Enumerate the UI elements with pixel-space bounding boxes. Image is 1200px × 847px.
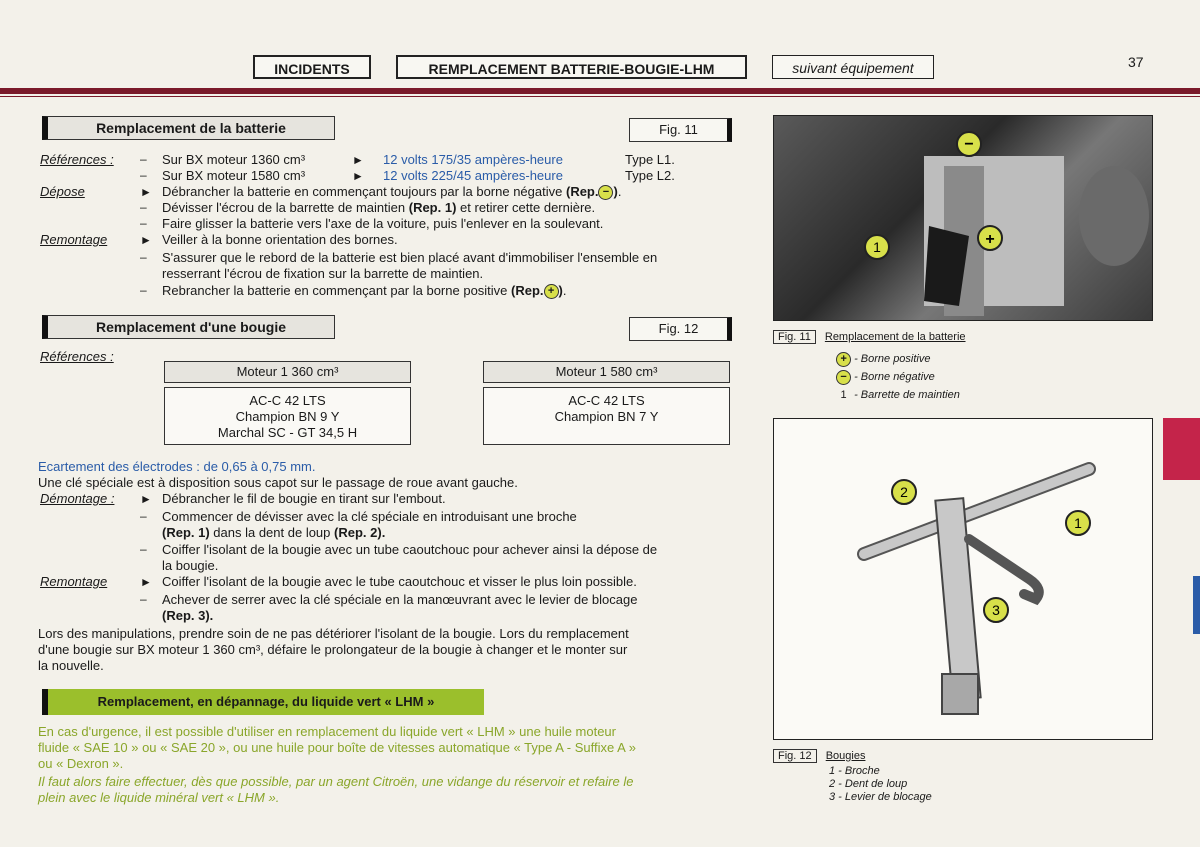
header-incidents: INCIDENTS bbox=[253, 55, 371, 79]
lhm-line-5: plein avec le liquide minéral vert « LHM ». bbox=[38, 790, 280, 805]
dash: – bbox=[140, 509, 147, 523]
arrow-icon: ► bbox=[140, 233, 152, 247]
lhm-line-1: En cas d'urgence, il est possible d'utiliser en remplacement du liquide vert « LHM » une huile moteur bbox=[38, 724, 616, 739]
legend-item: 1 - Broche bbox=[829, 765, 880, 777]
lhm-line-3: ou « Dexron ». bbox=[38, 756, 124, 771]
rep-label: (Rep. 1) bbox=[408, 200, 457, 215]
plug-remontage-step-2b: (Rep. 3). bbox=[162, 608, 214, 623]
remontage-step-3-text: Rebrancher la batterie en commençant par la borne positive bbox=[162, 283, 508, 298]
table-cell: Champion BN 9 Y bbox=[235, 409, 340, 424]
electrode-gap: Ecartement des électrodes : de 0,65 à 0,75 mm. bbox=[38, 459, 316, 474]
ref2-spec: 12 volts 225/45 ampères-heure bbox=[383, 168, 563, 183]
fig12-caption bbox=[773, 749, 865, 763]
depose-step-1-text: Débrancher la batterie en commençant toujours par la borne négative bbox=[162, 184, 563, 199]
fig11-caption bbox=[773, 330, 966, 344]
plug-section-title: Remplacement d'une bougie bbox=[42, 315, 335, 339]
dash: – bbox=[140, 152, 147, 166]
remontage-step-3: Rebrancher la batterie en commençant par la borne positive (Rep. + ). bbox=[162, 283, 567, 298]
demontage-label: Démontage : bbox=[40, 491, 115, 506]
dash: – bbox=[140, 592, 147, 606]
header-section: REMPLACEMENT BATTERIE-BOUGIE-LHM bbox=[396, 55, 747, 79]
demontage-step-2b-text: dans la dent de loup bbox=[213, 525, 331, 540]
chapter-tab-red bbox=[1163, 418, 1200, 480]
fig12-caption-text: Bougies bbox=[825, 750, 866, 762]
plug-refs-label: Références : bbox=[40, 349, 114, 364]
plug-remontage-step-1: Coiffer l'isolant de la bougie avec le tube caoutchouc et visser le plus loin possible. bbox=[162, 574, 637, 589]
spark-plug-key-drawing bbox=[773, 418, 1153, 740]
plug-remontage-label: Remontage bbox=[40, 574, 108, 589]
minus-icon: − bbox=[598, 185, 613, 200]
rep-label: (Rep. 1) bbox=[162, 525, 210, 540]
minus-glyph: − bbox=[964, 136, 974, 153]
demontage-step-2: Commencer de dévisser avec la clé spéciale en introduisant une broche bbox=[162, 509, 577, 524]
rep-label: (Rep. 2). bbox=[334, 525, 386, 540]
table-col1-header: Moteur 1 360 cm³ bbox=[164, 361, 411, 383]
dash: – bbox=[140, 216, 147, 230]
battery-refs-label: Références : bbox=[40, 152, 114, 167]
key-shaft bbox=[935, 498, 980, 700]
header-rule-thin bbox=[0, 96, 1200, 97]
table-cell: AC-C 42 LTS bbox=[568, 393, 645, 408]
spark-plug-key-illustration bbox=[774, 419, 1152, 739]
table-col2-body bbox=[483, 387, 730, 445]
rep-label: (Rep. bbox=[565, 184, 599, 199]
plug-note-1: Lors des manipulations, prendre soin de ne pas détériorer l'isolant de la bougie. Lors du remplacement bbox=[38, 626, 629, 641]
table-cell: Champion BN 7 Y bbox=[554, 409, 659, 424]
plug-remontage-step-2: Achever de serrer avec la clé spéciale en la manœuvrant avec le levier de blocage bbox=[162, 592, 638, 607]
table-cell: Marchal SC - GT 34,5 H bbox=[217, 425, 358, 440]
lhm-line-2: fluide « SAE 10 » ou « SAE 20 », ou une huile pour boîte de vitesses automatique « Type A - Suffixe A » bbox=[38, 740, 636, 755]
ref1-type: Type L1. bbox=[625, 152, 675, 167]
number-3-glyph: 3 bbox=[992, 602, 1000, 618]
fig12-tag: Fig. 12 bbox=[773, 749, 817, 763]
demontage-step-3: Coiffer l'isolant de la bougie avec un tube caoutchouc pour achever ainsi la dépose de bbox=[162, 542, 658, 557]
remontage-step-2: S'assurer que le rebord de la batterie est bien placé avant d'immobiliser l'ensemble en bbox=[162, 250, 658, 265]
header-equipment: suivant équipement bbox=[772, 55, 934, 79]
legend-item bbox=[836, 386, 960, 404]
legend-item: 2 - Dent de loup bbox=[829, 778, 908, 790]
plus-icon: + bbox=[544, 284, 559, 299]
arrow-icon: ► bbox=[352, 153, 364, 167]
ref1-spec: 12 volts 175/35 ampères-heure bbox=[383, 152, 563, 167]
depose-step-2-text: Dévisser l'écrou de la barrette de maintien bbox=[162, 200, 406, 215]
battery-fig-label: Fig. 11 bbox=[629, 118, 732, 142]
number-1-glyph: 1 bbox=[1074, 515, 1082, 531]
dash: – bbox=[140, 542, 147, 556]
header-rule bbox=[0, 88, 1200, 94]
number-1-glyph: 1 bbox=[873, 239, 881, 255]
legend-text: - Barrette de maintien bbox=[854, 389, 960, 401]
depose-step-2 bbox=[162, 200, 595, 216]
depose-step-1: Débrancher la batterie en commençant toujours par la borne négative (Rep. − ). bbox=[162, 184, 622, 199]
legend-item bbox=[836, 368, 960, 386]
legend-text: - Borne positive bbox=[854, 353, 931, 365]
table-col2-header: Moteur 1 580 cm³ bbox=[483, 361, 730, 383]
plug-note-3: la nouvelle. bbox=[38, 658, 104, 673]
key-socket bbox=[942, 674, 978, 714]
dash: – bbox=[140, 168, 147, 182]
table-col1-body bbox=[164, 387, 411, 445]
ref1-text: Sur BX moteur 1360 cm³ bbox=[162, 152, 306, 167]
legend-text: - Borne négative bbox=[854, 371, 935, 383]
fig12-legend bbox=[829, 765, 932, 804]
dash: – bbox=[140, 200, 147, 214]
fig11-caption-text: Remplacement de la batterie bbox=[824, 331, 966, 343]
lhm-line-4: Il faut alors faire effectuer, dès que possible, par un agent Citroën, une vidange du réservoir et refaire le bbox=[38, 774, 634, 789]
arrow-icon: ► bbox=[140, 492, 152, 506]
remontage-step-1: Veiller à la bonne orientation des bornes. bbox=[162, 232, 398, 247]
battery-photo-illustration bbox=[774, 116, 1152, 320]
special-key-note: Une clé spéciale est à disposition sous capot sur le passage de roue avant gauche. bbox=[38, 475, 518, 490]
arrow-icon: ► bbox=[140, 185, 152, 199]
number-1-label: 1 bbox=[840, 389, 847, 401]
legend-item: 3 - Levier de blocage bbox=[829, 791, 932, 803]
ref2-text: Sur BX moteur 1580 cm³ bbox=[162, 168, 306, 183]
plus-icon: + bbox=[836, 352, 851, 367]
dash: – bbox=[140, 283, 147, 297]
table-cell: AC-C 42 LTS bbox=[249, 393, 326, 408]
plug-note-2: d'une bougie sur BX moteur 1 360 cm³, défaire le prolongateur de la bougie à changer et le monter sur bbox=[38, 642, 628, 657]
legend-item bbox=[836, 350, 960, 368]
battery-section-title: Remplacement de la batterie bbox=[42, 116, 335, 140]
page-number: 37 bbox=[1128, 54, 1144, 70]
number-2-glyph: 2 bbox=[900, 484, 908, 500]
depose-step-2-end: et retirer cette dernière. bbox=[460, 200, 596, 215]
rep-label: (Rep. bbox=[511, 283, 544, 298]
remontage-label: Remontage bbox=[40, 232, 108, 247]
sphere bbox=[1079, 166, 1149, 266]
arrow-icon: ► bbox=[352, 169, 364, 183]
demontage-step-3b: la bougie. bbox=[162, 558, 219, 573]
chapter-tab-blue bbox=[1193, 576, 1200, 634]
depose-label: Dépose bbox=[40, 184, 85, 199]
battery-photo bbox=[773, 115, 1153, 321]
demontage-step-1: Débrancher le fil de bougie en tirant sur l'embout. bbox=[162, 491, 446, 506]
plug-fig-label: Fig. 12 bbox=[629, 317, 732, 341]
dash: – bbox=[140, 250, 147, 264]
plus-glyph: + bbox=[985, 231, 995, 248]
arrow-icon: ► bbox=[140, 575, 152, 589]
fig11-legend bbox=[836, 350, 960, 404]
locking-lever bbox=[969, 539, 1039, 599]
depose-step-3: Faire glisser la batterie vers l'axe de la voiture, puis l'enlever en la soulevant. bbox=[162, 216, 604, 231]
minus-icon: − bbox=[836, 370, 851, 385]
lhm-section-title: Remplacement, en dépannage, du liquide vert « LHM » bbox=[42, 689, 484, 715]
remontage-step-2b: resserrant l'écrou de fixation sur la barrette de maintien. bbox=[162, 266, 484, 281]
demontage-step-2b bbox=[162, 525, 385, 541]
fig11-tag: Fig. 11 bbox=[773, 330, 816, 344]
ref2-type: Type L2. bbox=[625, 168, 675, 183]
